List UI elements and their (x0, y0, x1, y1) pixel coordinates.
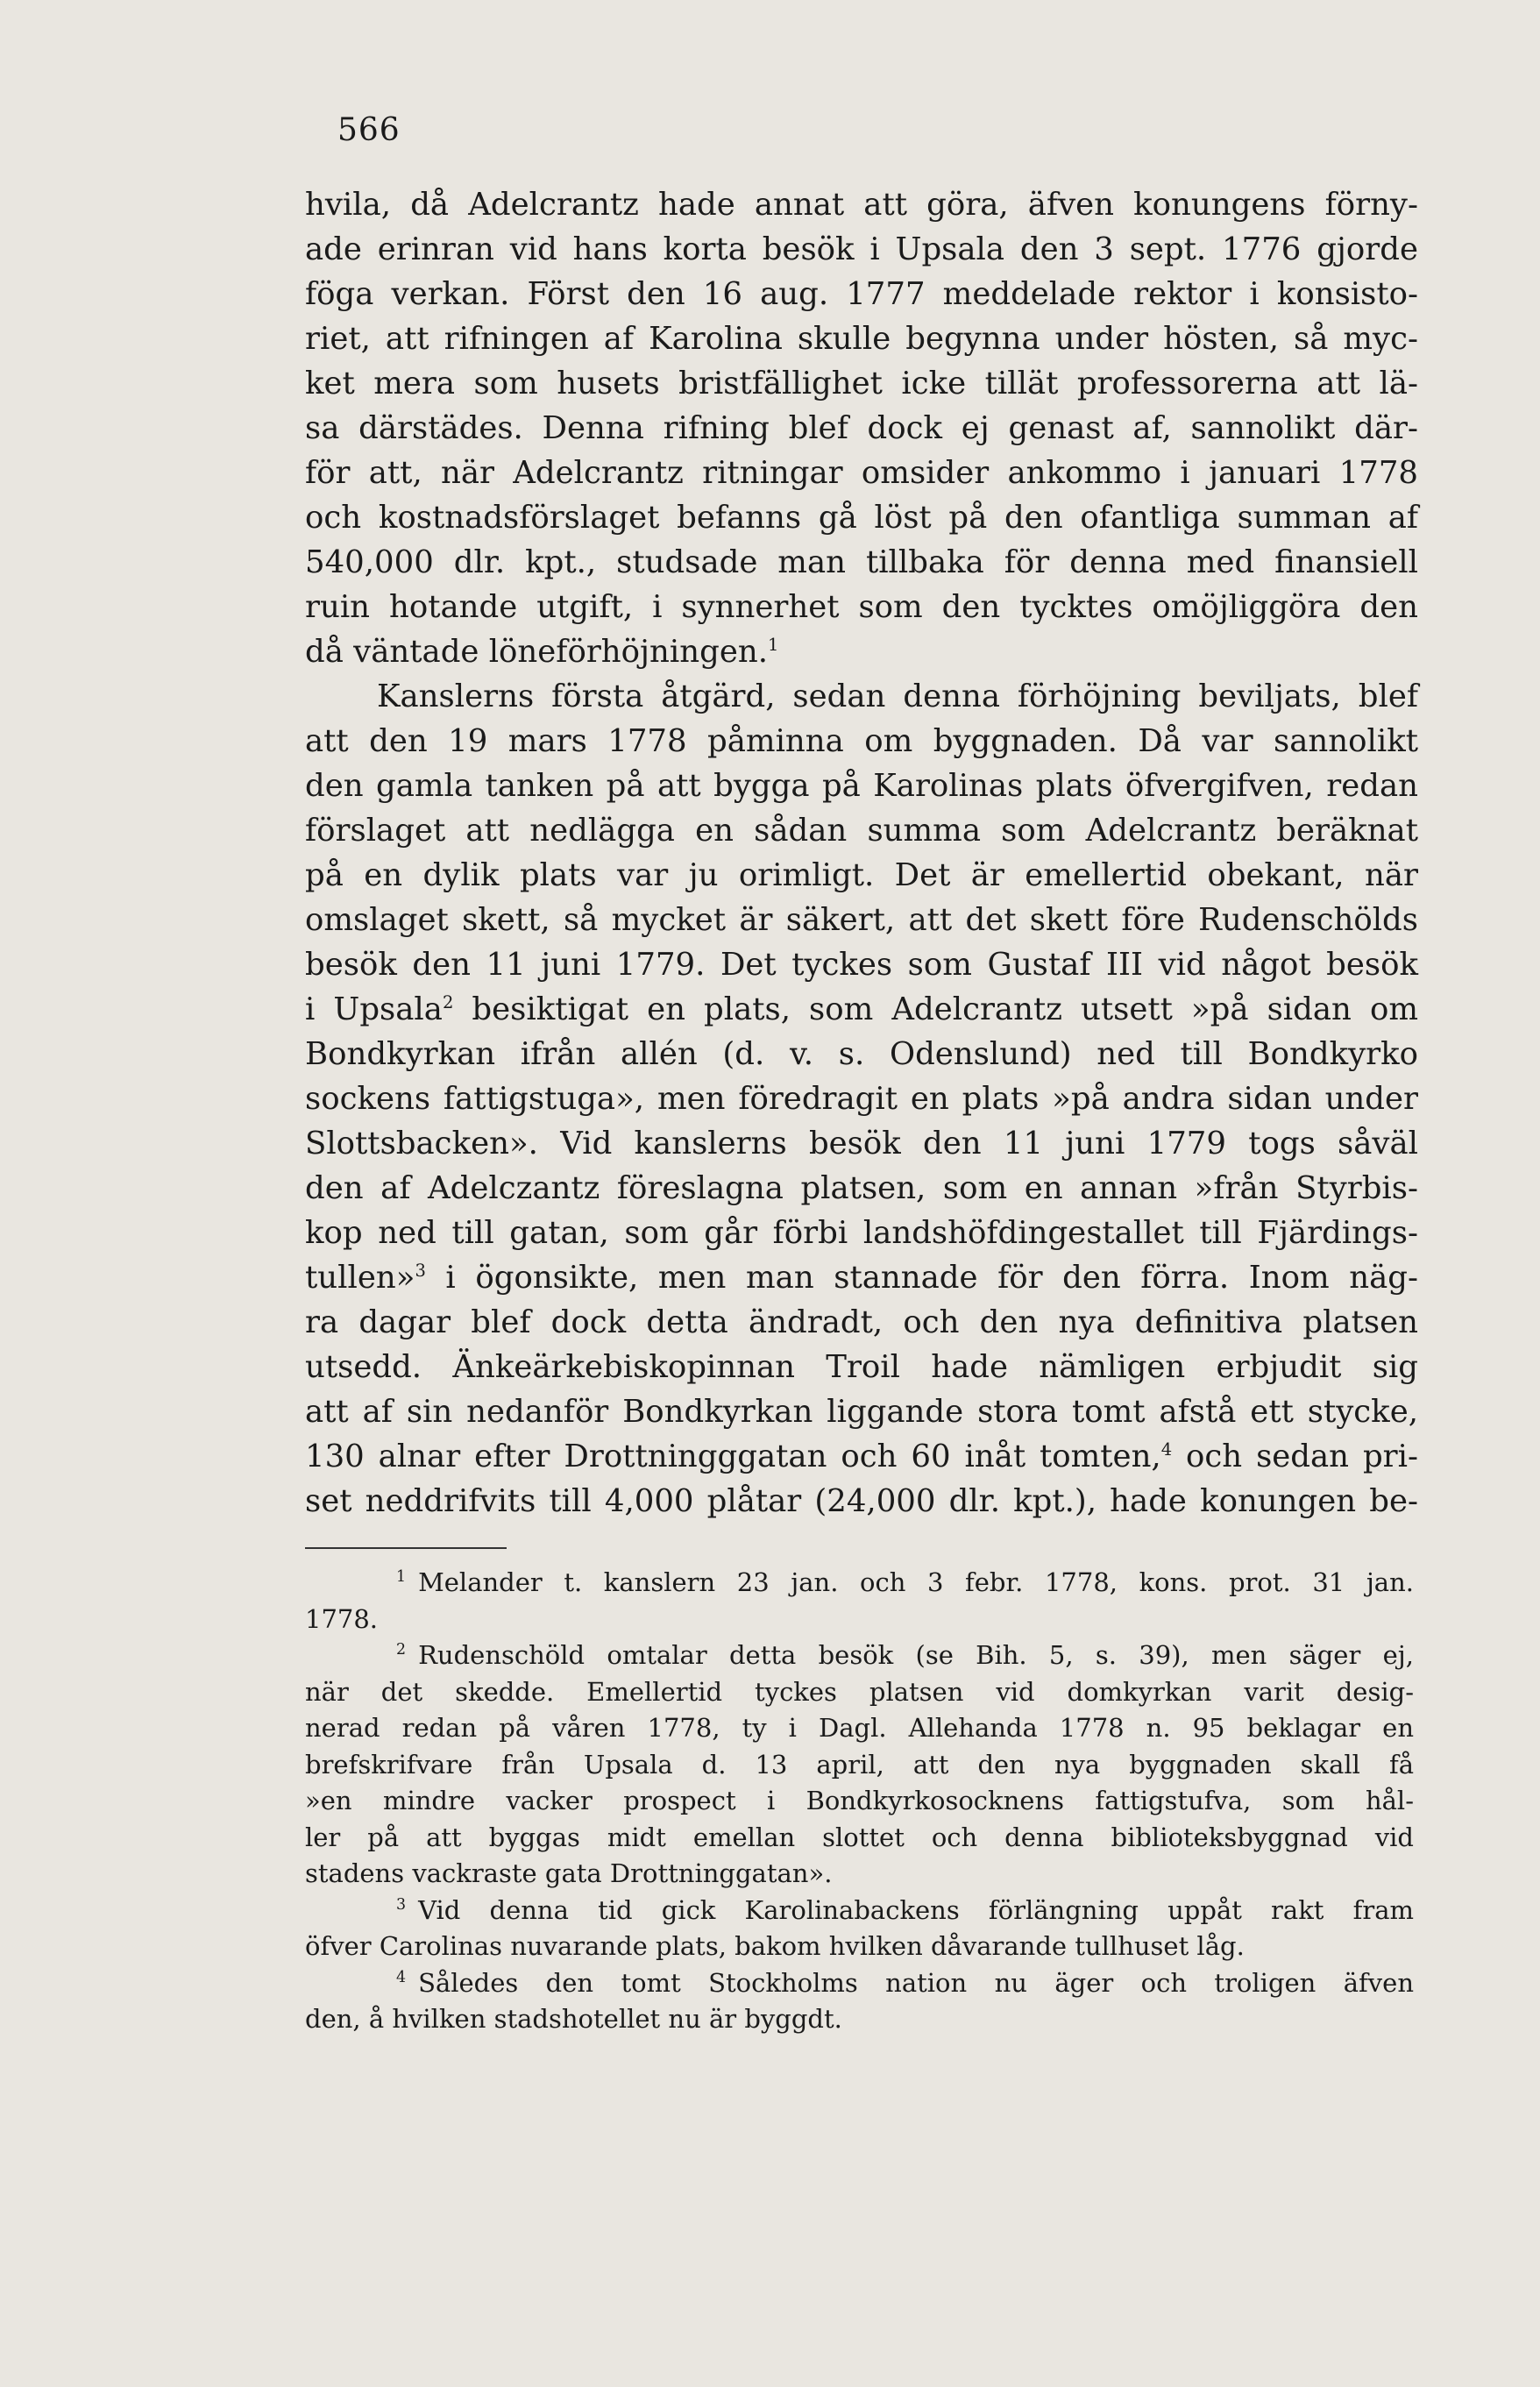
body-line: på en dylik plats var ju orimligt. Det är emellertid obekant, när (305, 857, 1418, 893)
body-line: förslaget att nedlägga en sådan summa som Adelcrantz beräknat (305, 813, 1418, 849)
body-line: Bondkyrkan ifrån allén (d. v. s. Odenslund) ned till Bondkyrko (305, 1036, 1418, 1072)
footnotes (305, 1565, 1414, 2038)
footnote-line: stadens vackraste gata Drottninggatan». (305, 1858, 833, 1888)
footnote-reference: 3 (415, 1261, 426, 1282)
body-line: sa därstädes. Denna rifning blef dock ej genast af, sannolikt där- (305, 410, 1418, 446)
body-line-text: och sedan pri- (1172, 1439, 1418, 1474)
body-line (305, 1255, 1418, 1300)
footnote-line (305, 1638, 1414, 1674)
footnote-line: nerad redan på våren 1778, ty i Dagl. Allehanda 1778 n. 95 beklagar en (305, 1713, 1414, 1743)
footnote-reference: 4 (1160, 1439, 1173, 1460)
body-line: föga verkan. Först den 16 aug. 1777 meddelade rektor i konsisto- (305, 276, 1418, 312)
body-line (305, 987, 1418, 1032)
footnote-text: Melander t. kanslern 23 jan. och 3 febr. 1778, kons. prot. 31 jan. (418, 1567, 1414, 1597)
footnote-text: Rudenschöld omtalar detta besök (se Bih. 5, s. 39), men säger ej, (418, 1640, 1414, 1670)
body-line: Kanslerns första åtgärd, sedan denna förhöjning beviljats, blef (377, 678, 1418, 714)
footnote-text: Vid denna tid gick Karolinabackens förlängning uppåt rakt fram (418, 1894, 1414, 1925)
body-line-text: i Upsala (305, 991, 443, 1027)
body-line: att af sin nedanför Bondkyrkan liggande stora tomt afstå ett stycke, (305, 1394, 1418, 1430)
body-line (305, 1434, 1418, 1479)
footnote-line: när det skedde. Emellertid tyckes platsen vid domkyrkan varit desig- (305, 1676, 1414, 1707)
body-line: set neddrifvits till 4,000 plåtar (24,000 dlr. kpt.), hade konungen be- (305, 1483, 1418, 1519)
body-line: hvila, då Adelcrantz hade annat att göra, äfven konungens förny- (305, 187, 1418, 223)
page-number: 566 (337, 112, 401, 148)
footnote-line: »en mindre vacker prospect i Bondkyrkosocknens fattigstufva, som hål- (305, 1786, 1414, 1815)
footnote-line: 1778. (305, 1603, 379, 1634)
body-text (305, 182, 1418, 1524)
footnote-mark: 4 (396, 1968, 407, 1986)
footnote-reference: 1 (768, 635, 779, 656)
body-line: att den 19 mars 1778 påminna om byggnaden. Då var sannolikt (305, 723, 1418, 759)
footnote-line (305, 1893, 1414, 1929)
body-line: kop ned till gatan, som går förbi landshöfdingestallet till Fjärdings- (305, 1215, 1418, 1251)
footnote-reference: 2 (442, 992, 454, 1013)
footnote-line (305, 1965, 1414, 2002)
body-line: utsedd. Änkeärkebiskopinnan Troil hade nämligen erbjudit sig (305, 1349, 1418, 1385)
body-line (305, 629, 1418, 674)
footnote-line: öfver Carolinas nuvarande plats, bakom hvilken dåvarande tullhuset låg. (305, 1931, 1245, 1961)
body-line: ra dagar blef dock detta ändradt, och den nya definitiva platsen (305, 1304, 1418, 1340)
body-line: omslaget skett, så mycket är säkert, att det skett före Rudenschölds (305, 902, 1418, 938)
body-line: riet, att rifningen af Karolina skulle begynna under hösten, så myc- (305, 321, 1418, 357)
footnote-mark: 1 (396, 1568, 407, 1587)
body-line-text: besiktigat en plats, som Adelcrantz utsett »på sidan om (453, 991, 1418, 1027)
footnote-mark: 2 (396, 1641, 407, 1659)
body-line: 540,000 dlr. kpt., studsade man tillbaka för denna med finansiell (305, 544, 1418, 580)
footnote-mark: 3 (396, 1895, 407, 1914)
body-line: ade erinran vid hans korta besök i Upsala den 3 sept. 1776 gjorde (305, 231, 1418, 267)
footnote-line: den, å hvilken stadshotellet nu är byggdt. (305, 2004, 842, 2034)
body-line: den af Adelczantz föreslagna platsen, som en annan »från Styrbis- (305, 1170, 1418, 1206)
footnote-divider (305, 1547, 507, 1549)
body-line-text: 130 alnar efter Drottningggatan och 60 inåt tomten, (305, 1439, 1161, 1474)
footnote-line (305, 1565, 1414, 1602)
footnote-text: Således den tomt Stockholms nation nu äger och troligen äfven (418, 1967, 1414, 1998)
body-line-text: tullen» (305, 1260, 415, 1296)
body-line: för att, när Adelcrantz ritningar omsider ankommo i januari 1778 (305, 455, 1418, 491)
body-line: och kostnadsförslaget befanns gå löst på den ofantliga summan af (305, 500, 1418, 536)
body-line: Slottsbacken». Vid kanslerns besök den 11 juni 1779 togs såväl (305, 1126, 1418, 1162)
body-line: ruin hotande utgift, i synnerhet som den tycktes omöjliggöra den (305, 589, 1418, 625)
body-line: den gamla tanken på att bygga på Karolinas plats öfvergifven, redan (305, 768, 1418, 804)
footnote-line: brefskrifvare från Upsala d. 13 april, att den nya byggnaden skall få (305, 1749, 1414, 1780)
body-line: ket mera som husets bristfällighet icke tillät professorerna att lä- (305, 366, 1418, 401)
body-line: besök den 11 juni 1779. Det tyckes som Gustaf III vid något besök (305, 947, 1418, 983)
footnote-line: ler på att byggas midt emellan slottet och denna biblioteksbyggnad vid (305, 1822, 1414, 1852)
body-line-text: i ögonsikte, men man stannade för den förra. Inom näg- (425, 1260, 1418, 1296)
body-line: sockens fattigstuga», men föredragit en plats »på andra sidan under (305, 1081, 1418, 1117)
body-line-text: då väntade löneförhöjningen. (305, 634, 768, 670)
